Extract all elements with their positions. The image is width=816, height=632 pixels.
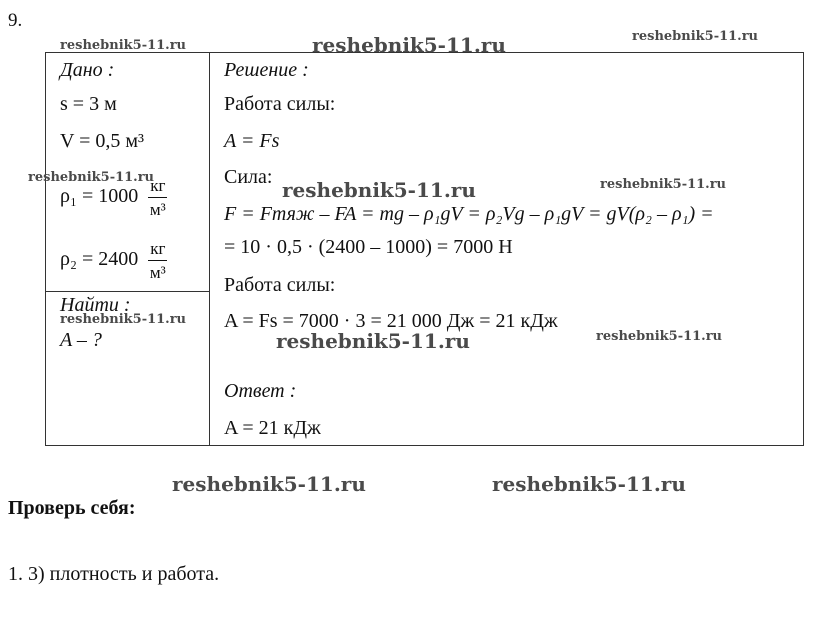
check-yourself-title: Проверь себя: (8, 497, 136, 519)
watermark: reshebnik5-11.ru (596, 329, 723, 344)
check-yourself-answer: 1. 3) плотность и работа. (8, 563, 220, 585)
watermark: reshebnik5-11.ru (60, 312, 187, 327)
given-heading: Дано : (60, 59, 115, 81)
watermark: reshebnik5-11.ru (632, 29, 759, 44)
watermark: reshebnik5-11.ru (28, 170, 155, 185)
answer-heading: Ответ : (224, 380, 297, 402)
work-label-2: Работа силы: (224, 274, 336, 296)
force-label: Сила: (224, 166, 273, 188)
given-volume: V = 0,5 м³ (60, 130, 145, 152)
given-distance: s = 3 м (60, 93, 117, 115)
given-density-1: ρ₁ = 1000 $\frac{кг}{\text{м³}}$ (60, 176, 166, 219)
given-density-2: ρ₂ = 2400 $\frac{кг}{\text{м³}}$ (60, 239, 166, 282)
table-column-divider (209, 53, 210, 445)
density-unit-fraction: $\frac{кг}{\text{м³}}$ (149, 239, 166, 282)
force-formula: F = Fтяж – FA = mg – ρ₁gV = ρ₂Vg – ρ₁gV = gV(ρ₂ – ρ₁) = (224, 203, 714, 225)
watermark: reshebnik5-11.ru (276, 329, 470, 353)
find-item: A – ? (60, 329, 102, 351)
work-label: Работа силы: (224, 93, 336, 115)
force-calculation: = 10 · 0,5 · (2400 – 1000) = 7000 Н (224, 236, 513, 258)
work-formula: A = Fs (224, 130, 280, 152)
watermark: reshebnik5-11.ru (312, 33, 506, 57)
find-heading: Найти : (60, 294, 131, 316)
watermark: reshebnik5-11.ru (60, 38, 187, 53)
watermark: reshebnik5-11.ru (172, 472, 366, 496)
solution-table (45, 52, 804, 446)
problem-number: 9. (8, 10, 23, 31)
density-unit-fraction: $\frac{кг}{\text{м³}}$ (149, 176, 166, 219)
solution-heading: Решение : (224, 59, 309, 81)
watermark: reshebnik5-11.ru (492, 472, 686, 496)
table-row-divider (46, 291, 210, 292)
watermark: reshebnik5-11.ru (600, 177, 727, 192)
answer-value: A = 21 кДж (224, 417, 321, 439)
watermark: reshebnik5-11.ru (282, 178, 476, 202)
work-calculation: A = Fs = 7000 · 3 = 21 000 Дж = 21 кДж (224, 310, 558, 332)
